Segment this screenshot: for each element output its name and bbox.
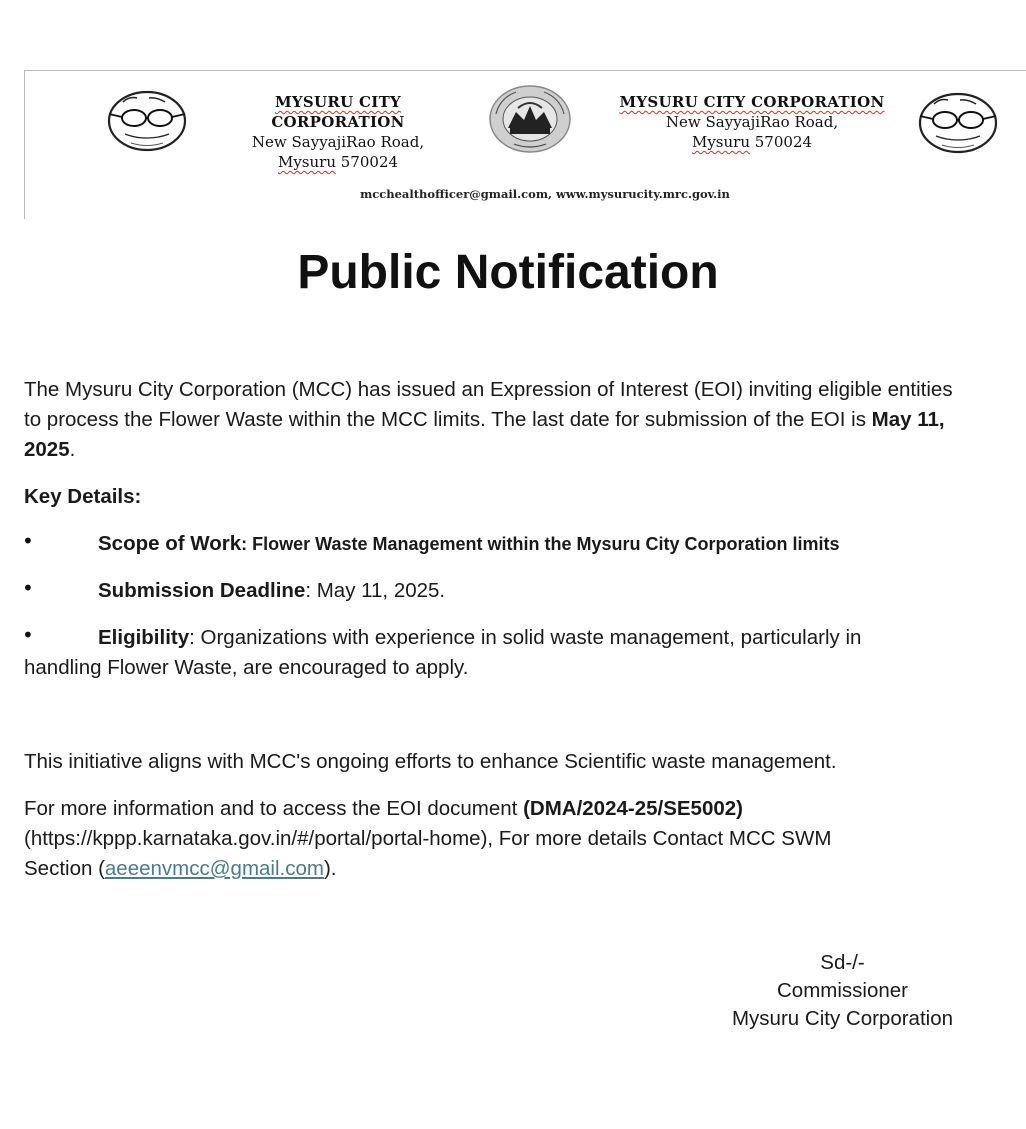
left-address-line: New SayyajiRao Road, [251, 133, 425, 151]
right-address-block [608, 92, 896, 152]
deadline-value: : May 11, 2025. [305, 579, 446, 602]
scope-sep: : [241, 534, 253, 554]
eligibility-value: : Organizations with experience in solid waste management, particularly in [189, 626, 862, 649]
intro-date: May 11, 2025 [24, 408, 945, 461]
signature-designation: Commissioner [777, 979, 908, 1002]
mysuru-palace-seal-icon [488, 84, 572, 154]
info-paragraph [24, 794, 974, 884]
org-name-line1: MYSURU CITY [274, 93, 402, 111]
info-text: For more information and to access the EOI document [24, 797, 524, 820]
deadline-line [98, 576, 998, 606]
eligibility-label: Eligibility [98, 626, 190, 649]
swachh-bharat-spectacles-icon [916, 90, 1000, 156]
intro-paragraph [24, 375, 974, 465]
left-pin: 570024 [336, 153, 399, 171]
signature-block [700, 949, 985, 1033]
intro-end: . [69, 438, 76, 461]
right-pin: 570024 [750, 133, 813, 151]
scope-label: Scope of Work [98, 532, 242, 555]
org-name-line2: CORPORATION [271, 113, 405, 131]
key-details-heading: Key Details: [24, 485, 142, 508]
eligibility-continuation: handling Flower Waste, are encouraged to apply. [24, 656, 469, 679]
left-city: Mysuru [277, 153, 336, 171]
intro-text: The Mysuru City Corporation (MCC) has issued an Expression of Interest (EOI) inviting eligible entities to process the Flower Waste within the MCC limits. The last date for submission of the EOI is [24, 378, 953, 431]
deadline-label: Submission Deadline [98, 579, 306, 602]
swachh-bharat-spectacles-icon [105, 88, 189, 154]
info-end: ). [323, 857, 337, 880]
right-address-line: New SayyajiRao Road, [665, 113, 839, 131]
bullet-icon: • [22, 529, 34, 553]
bullet-icon: • [22, 576, 34, 600]
info-section: Section ( [24, 857, 105, 880]
right-city: Mysuru [691, 133, 750, 151]
initiative-paragraph: This initiative aligns with MCC's ongoing efforts to enhance Scientific waste management. [24, 750, 837, 773]
right-org-name: MYSURU CITY CORPORATION [619, 93, 885, 111]
signature-organization: Mysuru City Corporation [731, 1007, 953, 1030]
scope-value: Flower Waste Management within the Mysuru City Corporation limits [252, 534, 840, 554]
contact-email-link[interactable]: aeeenvmcc@gmail.com [104, 857, 324, 880]
left-address-block [232, 92, 444, 172]
signature-sd: Sd-/- [820, 951, 865, 974]
info-url-text: (https://kppp.karnataka.gov.in/#/portal/portal-home), For more details Contact MCC SWM [24, 827, 832, 850]
scope-line [98, 529, 998, 559]
eligibility-line [98, 623, 998, 653]
doc-reference: (DMA/2024-25/SE5002) [523, 797, 743, 820]
contact-line: mcchealthofficer@gmail.com, www.mysurucity.mrc.gov.in [360, 187, 730, 201]
bullet-icon: • [22, 623, 34, 647]
page-title: Public Notification [297, 246, 719, 299]
